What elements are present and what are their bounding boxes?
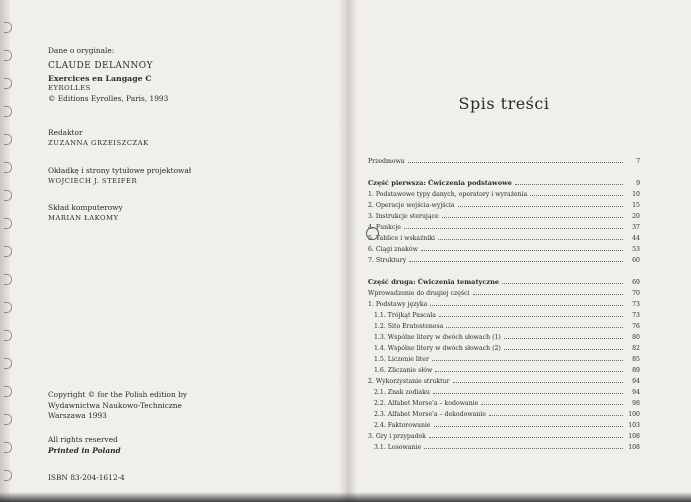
toc-entry-page: 73 bbox=[632, 312, 640, 319]
editor-name: ZUZANNA GRZEISZCZAK bbox=[48, 138, 149, 147]
toc-entry-page: 7 bbox=[636, 158, 640, 165]
toc-entry bbox=[368, 375, 640, 385]
toc-entry bbox=[368, 287, 640, 297]
author-name: CLAUDE DELANNOY bbox=[48, 60, 153, 71]
toc-entry-page: 94 bbox=[632, 378, 640, 385]
toc-leader-dots bbox=[453, 381, 623, 383]
toc-entry bbox=[368, 408, 640, 418]
binding-ring bbox=[4, 386, 12, 397]
toc-leader-dots bbox=[421, 249, 623, 251]
toc-leader-dots bbox=[515, 183, 623, 185]
toc-leader-dots bbox=[481, 403, 623, 405]
toc-leader-dots bbox=[424, 447, 623, 449]
toc-leader-dots bbox=[404, 227, 623, 229]
copyright-block bbox=[48, 390, 328, 422]
toc-entry-page: 98 bbox=[632, 400, 640, 407]
binding-ring bbox=[4, 78, 12, 89]
editor-block bbox=[48, 128, 328, 149]
binding-ring bbox=[4, 246, 12, 257]
toc-entry-page: 108 bbox=[628, 444, 640, 451]
original-title: Exercices en Langage C bbox=[48, 73, 152, 83]
typesetting-block bbox=[48, 203, 328, 224]
binding-ring bbox=[4, 358, 12, 369]
toc-entry bbox=[368, 298, 640, 308]
toc-entry-title: 2. Operacje wejścia-wyjścia bbox=[368, 202, 455, 209]
toc-entry bbox=[368, 419, 640, 429]
toc-entry-page: 9 bbox=[636, 180, 640, 187]
binding-ring bbox=[4, 414, 12, 425]
binding-ring bbox=[4, 218, 12, 229]
binding-ring bbox=[4, 470, 12, 481]
scan-bottom-shadow bbox=[0, 492, 691, 502]
toc-entry-title: 1.4. Wspólne litery w dwóch słowach (2) bbox=[374, 345, 501, 352]
toc-leader-dots bbox=[489, 414, 623, 416]
toc-leader-dots bbox=[429, 436, 623, 438]
toc-entry-page: 85 bbox=[632, 356, 640, 363]
pen-mark-circle bbox=[366, 227, 379, 240]
toc-entry-page: 80 bbox=[632, 334, 640, 341]
toc-leader-dots bbox=[446, 326, 623, 328]
toc-entry-page: 20 bbox=[632, 213, 640, 220]
toc-leader-dots bbox=[435, 370, 623, 372]
toc-entry-title: 2.1. Znak zodiaku bbox=[374, 389, 430, 396]
toc-entry-page: 69 bbox=[632, 279, 640, 286]
cover-design-name: WOJCIECH J. STEIFER bbox=[48, 176, 138, 185]
toc-leader-dots bbox=[432, 359, 623, 361]
copyright-line-2: Wydawnictwa Naukowo-Techniczne bbox=[48, 400, 182, 410]
toc-entry-page: 73 bbox=[632, 301, 640, 308]
toc-entry-page: 94 bbox=[632, 389, 640, 396]
toc-entry-title: 5. Tablice i wskaźniki bbox=[368, 235, 436, 242]
toc-leader-dots bbox=[502, 282, 623, 284]
binding-ring bbox=[4, 106, 12, 117]
toc-entry-title: Część pierwsza: Ćwiczenia podstawowe bbox=[368, 179, 512, 187]
toc-entry bbox=[368, 397, 640, 407]
toc-entry-title: 1.5. Liczenie liter bbox=[374, 356, 429, 363]
typesetting-label: Skład komputerowy bbox=[48, 203, 123, 212]
toc-entry bbox=[368, 309, 640, 319]
toc-entry-page: 44 bbox=[632, 235, 640, 242]
toc-entry-title: 7. Struktury bbox=[368, 257, 407, 264]
toc-entry-title: 1. Podstawy języka bbox=[368, 301, 428, 308]
toc-entry-title: 2.2. Alfabet Morse'a – kodowanie bbox=[374, 400, 479, 407]
toc-entry bbox=[368, 331, 640, 341]
binding-ring bbox=[4, 274, 12, 285]
binding-ring bbox=[4, 22, 12, 33]
toc-entry-page: 10 bbox=[632, 191, 640, 198]
typesetting-name: MARIAN ŁAKOMY bbox=[48, 213, 119, 222]
copyright-line-1: Copyright © for the Polish edition by bbox=[48, 390, 187, 399]
original-publisher: EYROLLES bbox=[48, 84, 91, 93]
toc-entry bbox=[368, 199, 640, 209]
isbn-block bbox=[48, 473, 328, 484]
toc-entry bbox=[368, 386, 640, 396]
toc-entry-title: 1. Podstawowe typy danych, operatory i wyrażenia bbox=[368, 191, 528, 198]
copyright-line-3: Warszawa 1993 bbox=[48, 411, 107, 421]
toc-entry bbox=[368, 243, 640, 253]
original-label: Dane o oryginale: bbox=[48, 46, 115, 55]
binding-ring bbox=[4, 50, 12, 61]
binding-ring bbox=[4, 190, 12, 201]
page-gutter bbox=[338, 0, 356, 502]
toc-entry-page: 82 bbox=[632, 345, 640, 352]
toc-leader-dots bbox=[442, 216, 623, 218]
toc-entry-title: 4. Funkcje bbox=[368, 224, 401, 231]
toc-leader-dots bbox=[504, 348, 623, 350]
binding-ring bbox=[4, 330, 12, 341]
toc-entry bbox=[368, 155, 640, 165]
toc-entry bbox=[368, 188, 640, 198]
toc-entry-title: 1.3. Wspólne litery w dwóch słowach (1) bbox=[374, 334, 501, 341]
binding-ring bbox=[4, 302, 12, 313]
toc-entry bbox=[368, 353, 640, 363]
toc-entry-title: 6. Ciągi znaków bbox=[368, 246, 418, 253]
toc-leader-dots bbox=[409, 260, 623, 262]
toc-entry-title: 2.3. Alfabet Morse'a – dekodowanie bbox=[374, 411, 486, 418]
cover-design-block bbox=[48, 166, 328, 187]
toc-leader-dots bbox=[458, 205, 623, 207]
toc-leader-dots bbox=[439, 315, 623, 317]
isbn: ISBN 83-204-1612-4 bbox=[48, 473, 125, 482]
toc-entry bbox=[368, 276, 640, 286]
toc-entry-title: 3. Gry i przypadek bbox=[368, 433, 426, 440]
toc-entry-page: 53 bbox=[632, 246, 640, 253]
toc-leader-dots bbox=[438, 238, 623, 240]
binding-ring bbox=[4, 162, 12, 173]
toc-entry-title: Przedmowa bbox=[368, 158, 405, 165]
toc-entry bbox=[368, 177, 640, 187]
toc-entry-page: 89 bbox=[632, 367, 640, 374]
toc-title: Spis treści bbox=[458, 94, 550, 113]
toc-entry bbox=[368, 430, 640, 440]
toc-entry-title: 2. Wykorzystanie struktur bbox=[368, 378, 450, 385]
toc-entry bbox=[368, 254, 640, 264]
toc-entry-title: 1.6. Zliczanie słów bbox=[374, 367, 433, 374]
toc-entry bbox=[368, 221, 640, 231]
toc-entry-title: Wprowadzenie do drugiej części bbox=[368, 290, 470, 297]
toc-entry-page: 103 bbox=[628, 422, 640, 429]
toc-entry bbox=[368, 320, 640, 330]
toc-entry-title: 1.1. Trójkąt Pascala bbox=[374, 312, 436, 319]
toc-entry-title: 1.2. Sito Eratostenesa bbox=[374, 323, 444, 330]
printed-in: Printed in Poland bbox=[48, 445, 121, 455]
toc-entry bbox=[368, 364, 640, 374]
toc-entry-page: 70 bbox=[632, 290, 640, 297]
toc-entry bbox=[368, 232, 640, 242]
binding-ring bbox=[4, 134, 12, 145]
toc-entry bbox=[368, 210, 640, 220]
toc-leader-dots bbox=[434, 425, 623, 427]
toc-entry-title: 2.4. Faktorowanie bbox=[374, 422, 431, 429]
toc-leader-dots bbox=[433, 392, 623, 394]
cover-design-label: Okładkę i strony tytułowe projektował bbox=[48, 166, 192, 175]
toc-entry bbox=[368, 441, 640, 451]
original-info-block bbox=[48, 46, 328, 105]
toc-entry bbox=[368, 342, 640, 352]
toc-entry-title: 3.1. Losowanie bbox=[374, 444, 422, 451]
original-copyright: © Editions Eyrolles, Paris, 1993 bbox=[48, 93, 169, 103]
binding-ring bbox=[4, 442, 12, 453]
toc-entry-page: 76 bbox=[632, 323, 640, 330]
right-page-toc bbox=[368, 0, 640, 502]
toc-entry-page: 60 bbox=[632, 257, 640, 264]
toc-entry-page: 15 bbox=[632, 202, 640, 209]
editor-label: Redaktor bbox=[48, 128, 83, 137]
rights-reserved: All rights reserved bbox=[48, 435, 118, 444]
toc-leader-dots bbox=[430, 304, 623, 306]
toc-entry-page: 37 bbox=[632, 224, 640, 231]
toc-leader-dots bbox=[473, 293, 623, 295]
toc-entry-title: Część druga: Ćwiczenia tematyczne bbox=[368, 278, 500, 286]
rights-block bbox=[48, 435, 328, 456]
toc-entry-page: 108 bbox=[628, 433, 640, 440]
toc-entry-page: 100 bbox=[628, 411, 640, 418]
toc-leader-dots bbox=[504, 337, 623, 339]
toc-entry-title: 3. Instrukcje sterujące bbox=[368, 213, 439, 220]
toc-leader-dots bbox=[408, 161, 623, 163]
toc-leader-dots bbox=[530, 194, 623, 196]
